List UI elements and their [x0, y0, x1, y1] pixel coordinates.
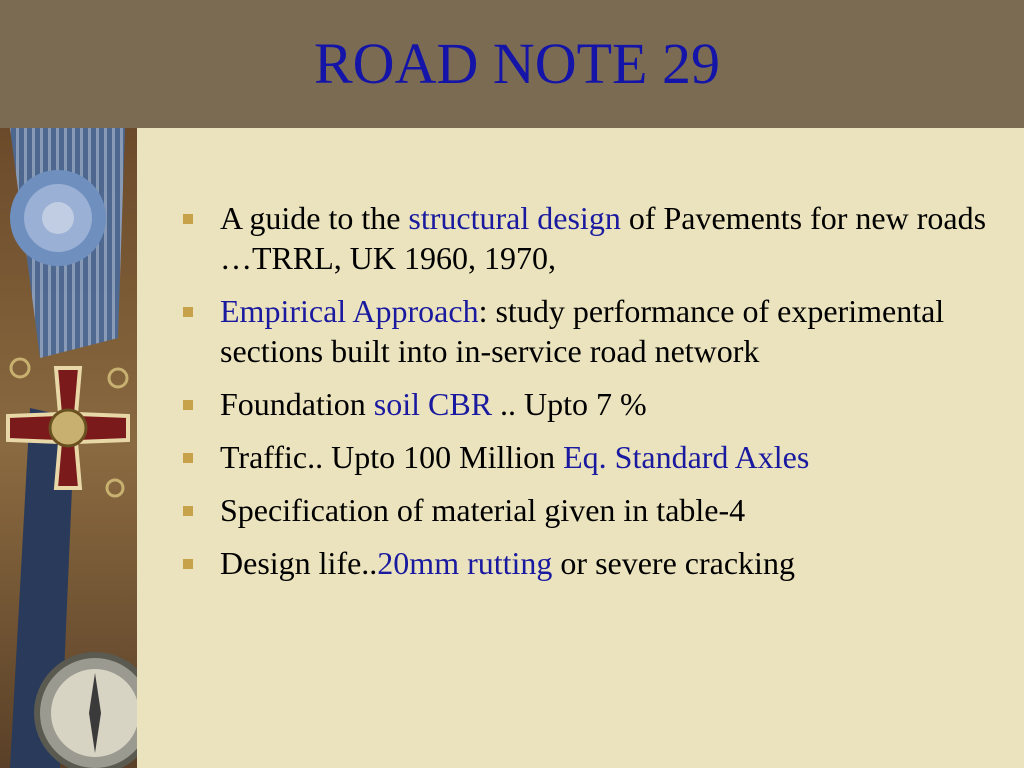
bullet-list [183, 198, 1013, 583]
bullet-text: Traffic.. Upto 100 Million [220, 439, 564, 475]
slide-title: ROAD NOTE 29 [314, 31, 720, 96]
square-bullet-icon [183, 307, 193, 317]
bullet-item [183, 384, 1013, 424]
bullet-text: or severe cracking [552, 545, 795, 581]
bullet-item [183, 490, 1013, 530]
bullet-text: of Pavements for new roads …TRRL, UK 1960, 1970, [220, 200, 987, 276]
square-bullet-icon [183, 506, 193, 516]
bullet-text: Design life.. [220, 545, 378, 581]
slide-content [183, 198, 1013, 596]
medal-and-compass-illustration [0, 128, 137, 768]
bullet-text: : study performance of experimental sections built into in-service road network [220, 293, 945, 369]
bullet-highlight: soil CBR [373, 386, 493, 422]
bullet-item [183, 291, 1013, 371]
bullet-text: Foundation [220, 386, 374, 422]
square-bullet-icon [183, 400, 193, 410]
bullet-highlight: Eq. Standard Axles [563, 439, 810, 475]
bullet-text: Specification of material given in table-4 [220, 492, 746, 528]
bullet-highlight: 20mm rutting [377, 545, 553, 581]
bullet-text: .. Upto 7 % [492, 386, 647, 422]
bullet-highlight: structural design [408, 200, 621, 236]
square-bullet-icon [183, 559, 193, 569]
bullet-item [183, 198, 1013, 278]
bullet-highlight: Empirical Approach [220, 293, 479, 329]
bullet-item [183, 543, 1013, 583]
square-bullet-icon [183, 453, 193, 463]
bullet-item [183, 437, 1013, 477]
bullet-text: A guide to the [220, 200, 409, 236]
square-bullet-icon [183, 214, 193, 224]
